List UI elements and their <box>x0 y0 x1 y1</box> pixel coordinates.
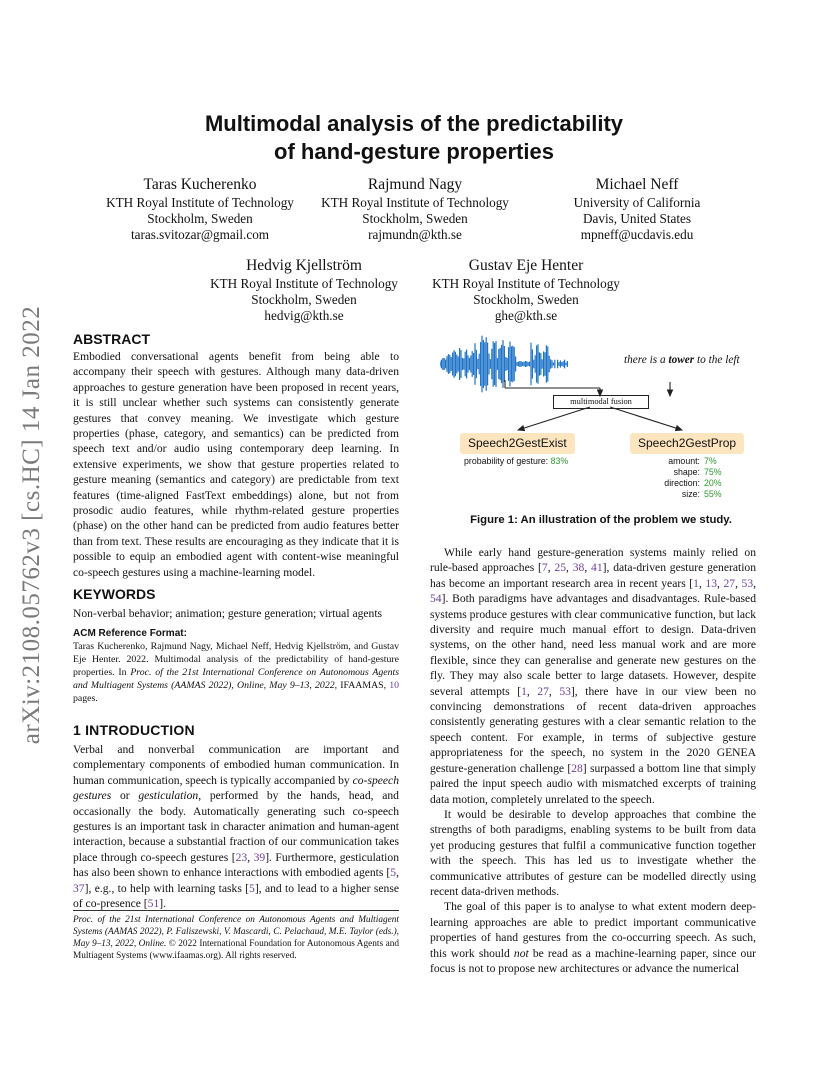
citation-link[interactable]: 7 <box>541 561 548 575</box>
speech2gestprop-box: Speech2GestProp <box>630 433 744 454</box>
paper-title <box>100 110 728 166</box>
citation-link[interactable]: 53 <box>559 684 571 698</box>
citation-link[interactable]: 41 <box>591 561 603 575</box>
acm-venue: Proc. of the 21st International Conference on Autonomous Agents and Multiagent Systems (AAMAS 2022), Online, May 9–13, 2022 <box>73 667 400 691</box>
author-block <box>406 256 646 324</box>
arxiv-stamp: arXiv:2108.05762v3 [cs.HC] 14 Jan 2022 <box>18 305 45 745</box>
citation-link[interactable]: 37 <box>73 881 85 895</box>
probability-value: 83% <box>550 456 569 466</box>
author-email[interactable]: mpneff@ucdavis.edu <box>580 227 694 242</box>
keywords-heading: KEYWORDS <box>73 586 156 602</box>
author-affiliation: KTH Royal Institute of Technology <box>432 276 620 291</box>
author-name: Michael Neff <box>595 176 679 193</box>
citation-link[interactable]: 1 <box>693 576 699 590</box>
citation-link[interactable]: 39 <box>253 850 266 864</box>
author-affiliation: KTH Royal Institute of Technology <box>106 195 294 210</box>
author-block <box>295 175 535 243</box>
author-name: Hedvig Kjellström <box>246 257 362 274</box>
citation-link[interactable]: 5 <box>390 866 397 880</box>
author-affiliation: University of California <box>573 195 701 210</box>
right-column-text <box>430 545 756 976</box>
footnote: Proc. of the 21st International Conference on Autonomous Agents and Multiagent Systems (AAMAS 2022), P. Faliszewski, V. Mascardi, C. Pelachaud, M.E. Taylor (eds.), May 9–13, 2022, Online. © 2022 International Foundation for Autonomous Agents and Multiagent Systems (www.ifaamas.org). All rights reserved. <box>73 915 399 961</box>
keywords-text: Non-verbal behavior; animation; gesture generation; virtual agents <box>73 607 383 620</box>
property-row: amount: 7% <box>668 456 717 466</box>
citation-link[interactable]: 53 <box>741 576 754 590</box>
author-block <box>517 175 757 243</box>
author-block <box>80 175 320 243</box>
property-row: direction: 20% <box>664 478 722 488</box>
probability-line: probability of gesture: 83% <box>464 456 569 466</box>
property-row: size: 55% <box>681 489 722 499</box>
citation-link[interactable]: 13 <box>705 576 717 590</box>
citation-link[interactable]: 38 <box>572 561 585 575</box>
speech-sentence: there is a tower to the left <box>624 354 740 366</box>
figure-1 <box>430 330 760 505</box>
citation-link[interactable]: 27 <box>537 684 549 698</box>
author-email[interactable]: hedvig@kth.se <box>264 308 344 323</box>
intro-heading: 1 INTRODUCTION <box>73 722 195 738</box>
author-email[interactable]: rajmundn@kth.se <box>368 227 462 242</box>
abstract-text: Embodied conversational agents benefit from being able to accompany their speech with gestures. Although many data-driven approaches to gesture generation have been proposed in recent years, it is still unclear whether such systems can consistently generate gestures that convey meaning. We investigate which gesture properties (phase, category, and semantics) can be predicted from speech text and/or audio using contemporary deep learning. In extensive experiments, we show that gesture properties related to gesture meaning (semantics and category) are predictable from text features (time-aligned FastText embeddings) alone, but not from prosodic audio features, while rhythm-related gesture properties (phase) on the other hand can be predicted from audio features better than from text. These results are encouraging as they indicate that it is possible to equip an embodied agent with content-wise meaningful co-speech gestures using a machine-learning model. <box>73 350 399 579</box>
paragraph: It would be desirable to develop approaches that combine the strengths of both paradigms, enabling systems to be built from data yet producing gestures that fulfil a communicative function together with the speech. This has led us to investigate whether the communicative attributes of gesture can be modelled directly using recent data-driven methods. <box>430 807 756 898</box>
author-location: Davis, United States <box>582 211 692 226</box>
acm-reference <box>73 627 399 705</box>
title-line-1: Multimodal analysis of the predictability <box>204 111 624 136</box>
author-name: Taras Kucherenko <box>143 176 257 193</box>
author-location: Stockholm, Sweden <box>362 211 468 226</box>
author-location: Stockholm, Sweden <box>147 211 253 226</box>
author-location: Stockholm, Sweden <box>251 292 357 307</box>
fusion-box: multimodal fusion <box>553 395 649 409</box>
citation-link[interactable]: 51 <box>147 897 160 911</box>
title-line-2: of hand-gesture properties <box>274 139 554 164</box>
intro-text: Verbal and nonverbal communication are important and complementary components of embodied human communication. In human communication, speech is typically accompanied by co-speech gestures or gesticulation, performed by the hands, head, and occasionally the body. Automatically generating such co-speech gestures is an important task in character animation and human-agent interaction, because a substantial fraction of our communication takes place through co-speech gestures [23, 39]. Furthermore, gesticulation has also been shown to enhance interactions with embodied agents [5, 37], e.g., to help with learning tasks [5], and to lead to a higher sense of co-presence [51]. <box>73 743 399 911</box>
abstract-heading: ABSTRACT <box>73 331 150 347</box>
citation-link[interactable]: 1 <box>521 684 527 698</box>
author-block <box>184 256 424 324</box>
speech2gestexist-box: Speech2GestExist <box>460 433 575 454</box>
paragraph: The goal of this paper is to analyse to what extent modern deep-learning approaches are able to predict important communicative properties of hand gestures from the co-occurring speech. As such, this work should not be read as a machine-learning paper, since our focus is not to propose new architectures or advance the numerical <box>430 900 756 975</box>
author-location: Stockholm, Sweden <box>473 292 579 307</box>
author-affiliation: KTH Royal Institute of Technology <box>321 195 509 210</box>
acm-heading: ACM Reference Format: <box>73 628 187 639</box>
citation-link[interactable]: 54 <box>430 592 442 606</box>
citation-link[interactable]: 27 <box>723 576 736 590</box>
citation-link[interactable]: 23 <box>235 850 248 864</box>
citation-link[interactable]: 28 <box>571 761 583 775</box>
citation-link[interactable]: 5 <box>249 881 255 895</box>
author-email[interactable]: ghe@kth.se <box>494 308 558 323</box>
figure-caption: Figure 1: An illustration of the problem we study. <box>470 514 732 526</box>
citation-link[interactable]: 25 <box>554 561 567 575</box>
author-email[interactable]: taras.svitozar@gmail.com <box>130 227 270 242</box>
author-name: Gustav Eje Henter <box>468 257 584 274</box>
property-list <box>656 456 722 500</box>
footnote-rule <box>73 910 399 911</box>
acm-pages-link[interactable]: 10 <box>389 680 399 691</box>
author-affiliation: KTH Royal Institute of Technology <box>210 276 398 291</box>
author-name: Rajmund Nagy <box>367 176 463 193</box>
paragraph: While early hand gesture-generation systems mainly relied on rule-based approaches [7, 25, 38, 41], data-driven gesture generation has become an important research area in recent years [1, 13, 27, 53, 54]. Both paradigms have advantages and disadvantages. Rule-based systems produce gestures with clear communicative function, but lack diversity and require much manual effort to design. Data-driven systems, on the other hand, need less manual work and are more flexible, since they can generalise and generate new gestures on the fly. They may also scale better to large datasets. However, despite several attempts [1, 27, 53], there have in our view been no convincing demonstrations of recent data-driven approaches consistently generating gestures with a clear semantic relation to the speech content. For example, in terms of subjective gesture appropriateness for the speech, no system in the 2020 GENEA gesture-generation challenge [28] surpassed a bottom line that simply paired the input speech audio with mismatched excerpts of training data motion, completely unrelated to the speech. <box>430 546 757 806</box>
property-row: shape: 75% <box>673 467 722 477</box>
acm-text: Taras Kucherenko, Rajmund Nagy, Michael Neff, Hedvig Kjellström, and Gustav Eje Henter. 2022. Multimodal analysis of the predictability of hand-gesture properties. In Proc. of the 21st International Conference on Autonomous Agents and Multiagent Systems (AAMAS 2022), Online, May 9–13, 2022, IFAAMAS, 10 pages. <box>73 641 400 704</box>
